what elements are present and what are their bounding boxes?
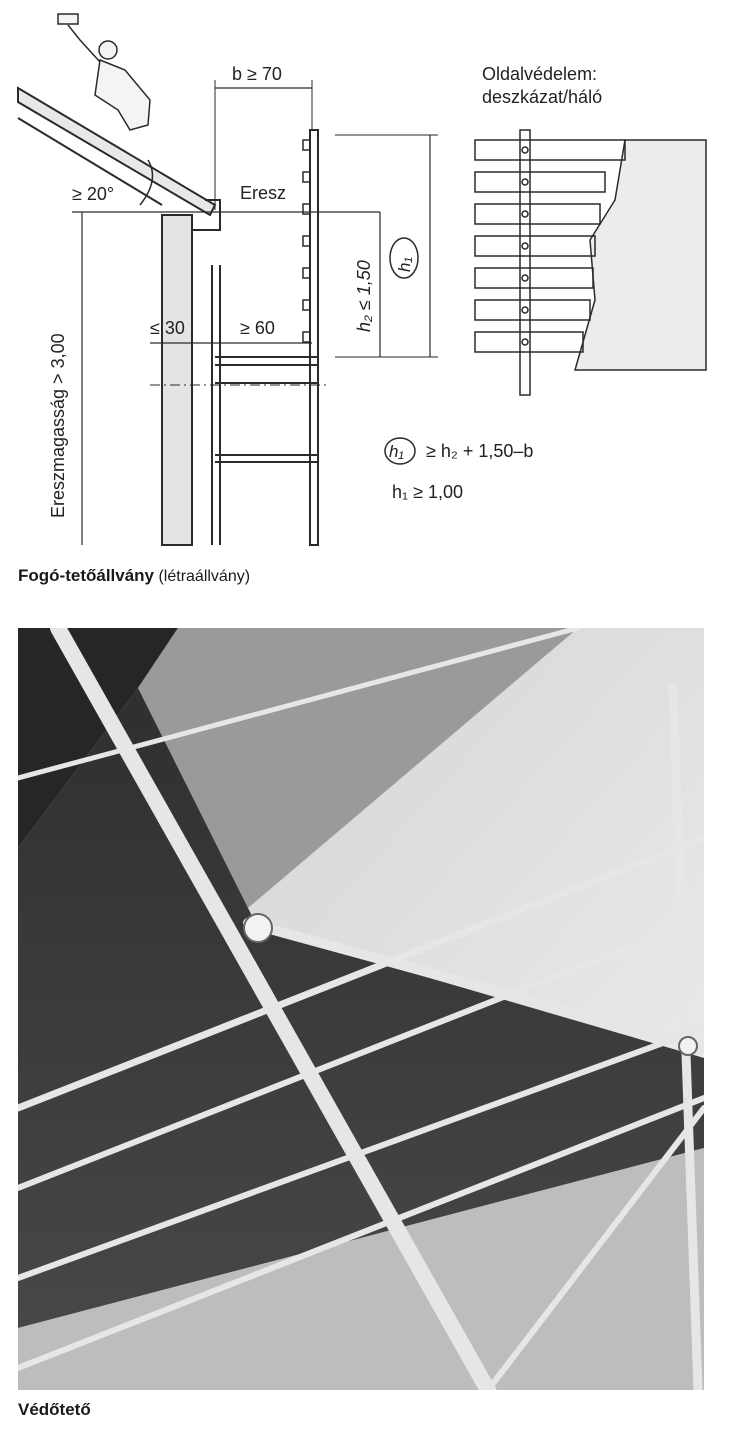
label-h2: h₂ ≤ 1,50 [354, 260, 374, 332]
label-side-title-1: Oldalvédelem: [482, 64, 598, 84]
label-gap-30: ≤ 30 [150, 318, 185, 338]
coupler-joint [244, 914, 272, 942]
label-eresz: Eresz [240, 183, 287, 203]
label-eaves-height: Ereszmagasság > 3,00 [48, 333, 68, 518]
formula-2: h₁ ≥ 1,00 [392, 482, 463, 502]
building-wall [162, 215, 192, 545]
caption-protective-roof: Védőtető [18, 1400, 91, 1419]
label-side-title-2: deszkázat/háló [482, 87, 603, 107]
caption1-bold: Fogó-tetőállvány [18, 566, 155, 585]
post-bolts [522, 147, 528, 345]
scaffold-diagram [0, 0, 733, 560]
outer-post [310, 130, 318, 545]
caption-roof-scaffold [18, 566, 250, 586]
side-protection-detail [475, 130, 706, 395]
label-b: b ≥ 70 [232, 64, 282, 84]
caption1-rest: (létraállvány) [158, 568, 251, 585]
coupler-joint-right [679, 1037, 697, 1055]
roofer-figure [58, 14, 150, 130]
side-post [520, 130, 530, 395]
formula-1-rest: ≥ h₂ + 1,50–b [426, 441, 534, 461]
formula-1-h1: h₁ [389, 442, 404, 461]
label-gap-60: ≥ 60 [240, 318, 275, 338]
label-angle: ≥ 20° [72, 184, 115, 204]
label-h1-circle: h₁ [395, 257, 414, 272]
post-clamps [303, 140, 310, 342]
drawing-lines [18, 14, 438, 545]
protective-roof-photo [18, 628, 704, 1390]
